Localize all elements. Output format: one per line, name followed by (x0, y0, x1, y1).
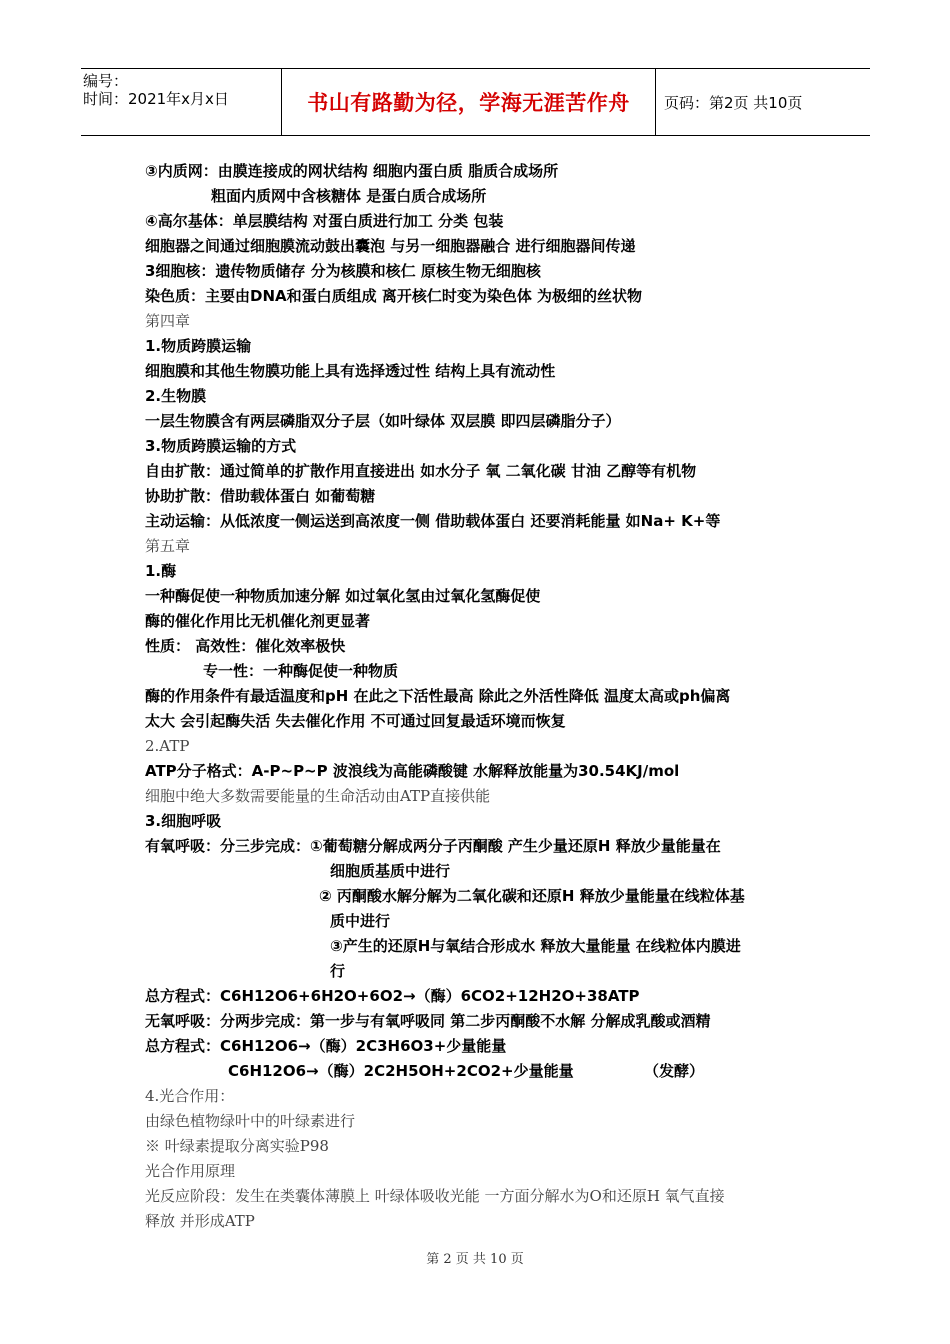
text-line: 行 (330, 962, 346, 980)
text-line: 光合作用原理 (145, 1162, 236, 1180)
equation-line: 总方程式：C6H12O6+6H2O+6O2→（酶）6CO2+12H2O+38ATP (145, 987, 640, 1005)
text-line: 细胞膜和其他生物膜功能上具有选择透过性 结构上具有流动性 (145, 362, 556, 380)
header-meta (81, 69, 281, 135)
equation-line: C6H12O6→（酶）2C2H5OH+2CO2+少量能量 (228, 1062, 574, 1080)
text-line: 主动运输：从低浓度一侧运送到高浓度一侧 借助载体蛋白 还要消耗能量 如Na+ K+等 (145, 512, 721, 530)
text-line: 由绿色植物绿叶中的叶绿素进行 (145, 1112, 356, 1130)
text-line: 细胞质基质中进行 (330, 862, 451, 880)
text-line: 细胞器之间通过细胞膜流动鼓出囊泡 与另一细胞器融合 进行细胞器间传递 (145, 237, 636, 255)
header-motto: 书山有路勤为径，学海无涯苦作舟 (281, 69, 656, 135)
text-line: 酶的催化作用比无机催化剂更显著 (145, 612, 371, 630)
text-line: 专一性：一种酶促使一种物质 (203, 662, 399, 680)
text-line: 粗面内质网中含核糖体 是蛋白质合成场所 (211, 187, 487, 205)
text-line: ※ 叶绿素提取分离实验P98 (145, 1137, 329, 1155)
text-line: ③内质网：由膜连接成的网状结构 细胞内蛋白质 脂质合成场所 (145, 162, 559, 180)
section-heading: 1.物质跨膜运输 (145, 337, 252, 355)
text-line: 协助扩散：借助载体蛋白 如葡萄糖 (145, 487, 376, 505)
equation-line: 总方程式：C6H12O6→（酶）2C3H6O3+少量能量 (145, 1037, 507, 1055)
text-line: 酶的作用条件有最适温度和pH 在此之下活性最高 除此之外活性降低 温度太高或ph偏离 (145, 687, 731, 705)
chapter-heading: 第四章 (145, 312, 191, 330)
chapter-heading: 第五章 (145, 537, 191, 555)
text-line: ATP分子格式：A-P~P~P 波浪线为高能磷酸键 水解释放能量为30.54KJ/mol (145, 762, 680, 780)
text-line: 细胞中绝大多数需要能量的生命活动由ATP直接供能 (145, 787, 491, 805)
text-line: ② 丙酮酸水解分解为二氧化碳和还原H 释放少量能量在线粒体基 (319, 887, 745, 905)
header-page-label: 页码：第2页 共10页 (664, 93, 803, 112)
section-heading: 2.生物膜 (145, 387, 207, 405)
section-heading: 4.光合作用： (145, 1087, 235, 1105)
text-line: ③产生的还原H与氧结合形成水 释放大量能量 在线粒体内膜进 (330, 937, 741, 955)
text-line: 自由扩散：通过简单的扩散作用直接进出 如水分子 氧 二氧化碳 甘油 乙醇等有机物 (145, 462, 697, 480)
text-line: 3细胞核：遗传物质储存 分为核膜和核仁 原核生物无细胞核 (145, 262, 541, 280)
text-line: 一种酶促使一种物质加速分解 如过氧化氢由过氧化氢酶促使 (145, 587, 541, 605)
text-line: 染色质：主要由DNA和蛋白质组成 离开核仁时变为染色体 为极细的丝状物 (145, 287, 643, 305)
section-heading: 2.ATP (145, 737, 190, 755)
section-heading: 3.物质跨膜运输的方式 (145, 437, 297, 455)
text-line: 无氧呼吸：分两步完成：第一步与有氧呼吸同 第二步丙酮酸不水解 分解成乳酸或酒精 (145, 1012, 711, 1030)
header-time-label: 时间：2021年x月x日 (83, 90, 229, 108)
text-line: ④高尔基体：单层膜结构 对蛋白质进行加工 分类 包装 (145, 212, 504, 230)
text-line: 太大 会引起酶失活 失去催化作用 不可通过回复最适环境而恢复 (145, 712, 566, 730)
text-line: 光反应阶段：发生在类囊体薄膜上 叶绿体吸收光能 一方面分解水为O和还原H 氧气直接 (145, 1187, 725, 1205)
text-line: 有氧呼吸：分三步完成：①葡萄糖分解成两分子丙酮酸 产生少量还原H 释放少量能量在 (145, 837, 721, 855)
text-line: 一层生物膜含有两层磷脂双分子层（如叶绿体 双层膜 即四层磷脂分子） (145, 412, 621, 430)
text-line: 释放 并形成ATP (145, 1212, 255, 1230)
section-heading: 1.酶 (145, 562, 177, 580)
header-code-label: 编号： (83, 72, 129, 90)
text-line: 性质： 高效性：催化效率极快 (145, 637, 346, 655)
page-footer: 第 2 页 共 10 页 (426, 1252, 524, 1267)
section-heading: 3.细胞呼吸 (145, 812, 222, 830)
equation-note: （发酵） (644, 1062, 705, 1080)
text-line: 质中进行 (330, 912, 391, 930)
page-header (81, 68, 870, 136)
